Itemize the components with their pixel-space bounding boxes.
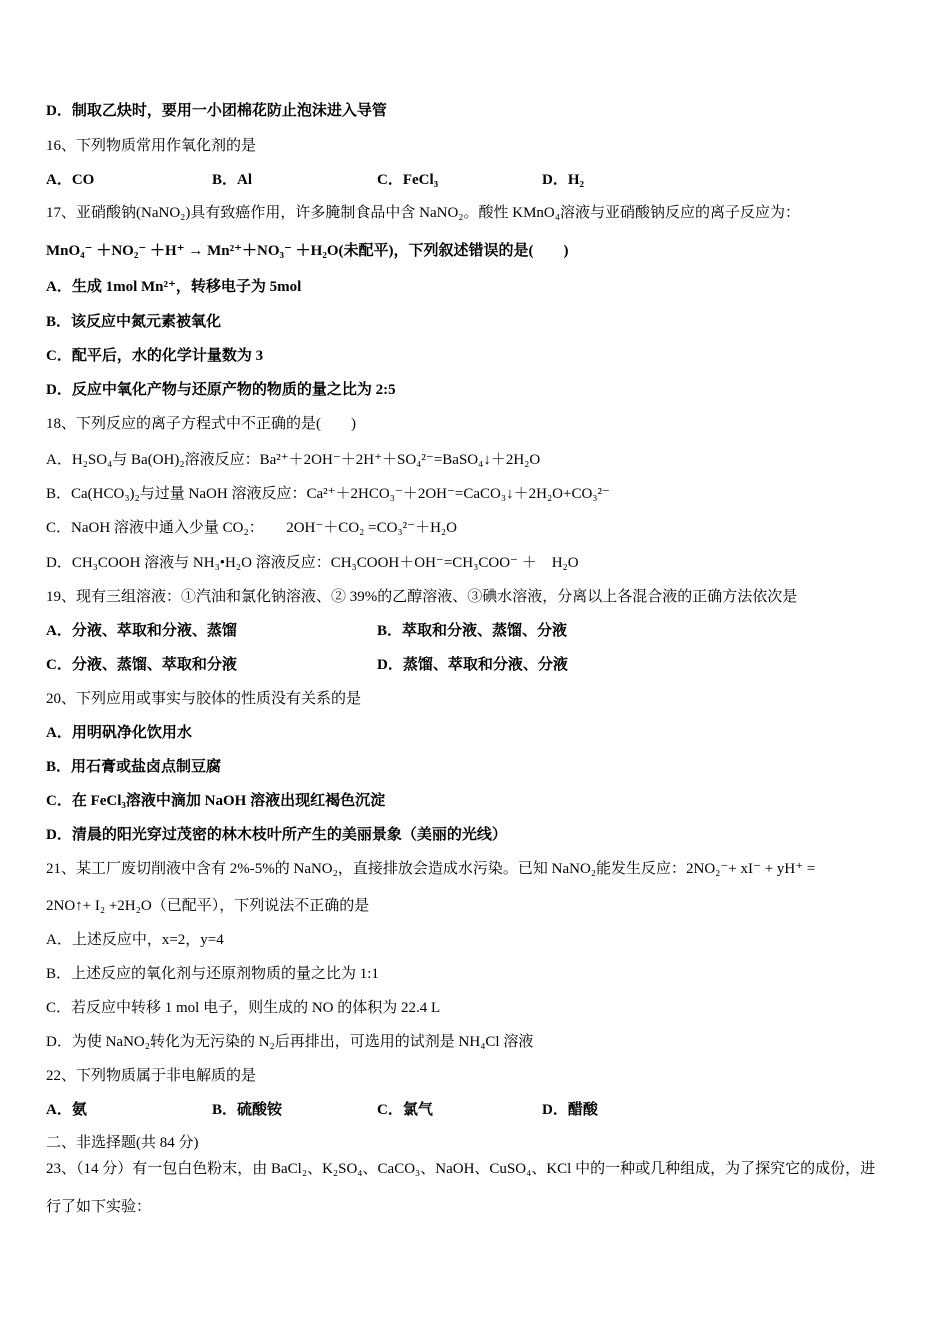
q17-option-c: C．配平后，水的化学计量数为 3 — [46, 348, 264, 364]
q17-option-a: A．生成 1mol Mn²⁺，转移电子为 5mol — [46, 279, 302, 295]
q16-stem: 16、下列物质常用作氧化剂的是 — [46, 138, 257, 154]
q20-option-a: A．用明矾净化饮用水 — [46, 725, 192, 741]
q19-option-b: B．萃取和分液、蒸馏、分液 — [377, 623, 568, 639]
q19-option-c: C．分液、蒸馏、萃取和分液 — [46, 657, 237, 673]
q19-stem: 19、现有三组溶液：①汽油和氯化钠溶液、② 39%的乙醇溶液、③碘水溶液，分离以上各混合液的正确方法依次是 — [46, 589, 798, 605]
q23-stem-line1: 23、（14 分）有一包白色粉末，由 BaCl₂、K₂SO₄、CaCO₃、NaOH、CuSO₄、KCl 中的一种或几种组成，为了探究它的成份，进 — [46, 1161, 876, 1177]
q21-stem-line2: 2NO↑+ I₂ +2H₂O（已配平），下列说法不正确的是 — [46, 898, 370, 914]
q18-option-a: A．H₂SO₄与 Ba(OH)₂溶液反应：Ba²⁺＋2OH⁻＋2H⁺＋SO₄²⁻=BaSO₄↓＋2H₂O — [46, 452, 541, 468]
q18-option-d: D．CH₃COOH 溶液与 NH₃•H₂O 溶液反应：CH₃COOH＋OH⁻=CH₃COO⁻ ＋ H₂O — [46, 555, 579, 571]
q18-option-b: B．Ca(HCO₃)₂与过量 NaOH 溶液反应：Ca²⁺＋2HCO₃⁻＋2OH⁻=CaCO₃↓＋2H₂O+CO₃²⁻ — [46, 486, 610, 502]
section-title: 二、非选择题(共 84 分) — [46, 1135, 199, 1151]
q21-option-b: B．上述反应的氧化剂与还原剂物质的量之比为 1:1 — [46, 966, 379, 982]
q17-stem-line1: 17、亚硝酸钠(NaNO₂)具有致癌作用，许多腌制食品中含 NaNO₂。酸性 KMnO₄溶液与亚硝酸钠反应的离子反应为： — [46, 205, 800, 221]
q20-option-b: B．用石膏或盐卤点制豆腐 — [46, 759, 222, 775]
q18-option-c: C．NaOH 溶液中通入少量 CO₂： 2OH⁻＋CO₂ =CO₃²⁻＋H₂O — [46, 520, 457, 536]
q20-option-d: D．清晨的阳光穿过茂密的林木枝叶所产生的美丽景象（美丽的光线） — [46, 827, 507, 843]
q16-option-a: A．CO — [46, 172, 95, 188]
q16-option-d: D．H₂ — [542, 172, 584, 188]
q17-option-d: D．反应中氧化产物与还原产物的物质的量之比为 2:5 — [46, 382, 396, 398]
q15-option-d: D．制取乙炔时，要用一小团棉花防止泡沫进入导管 — [46, 103, 387, 119]
q19-option-d: D．蒸馏、萃取和分液、分液 — [377, 657, 568, 673]
q23-stem-line2: 行了如下实验： — [46, 1199, 152, 1215]
q21-option-c: C．若反应中转移 1 mol 电子，则生成的 NO 的体积为 22.4 L — [46, 1000, 441, 1016]
q20-option-c: C．在 FeCl₃溶液中滴加 NaOH 溶液出现红褐色沉淀 — [46, 793, 386, 809]
q22-option-a: A．氨 — [46, 1102, 87, 1118]
q17-option-b: B．该反应中氮元素被氧化 — [46, 314, 222, 330]
q22-option-b: B．硫酸铵 — [212, 1102, 283, 1118]
q16-option-b: B．Al — [212, 172, 253, 188]
q22-stem: 22、下列物质属于非电解质的是 — [46, 1068, 257, 1084]
q21-option-a: A．上述反应中，x=2，y=4 — [46, 932, 224, 948]
q22-option-c: C．氯气 — [377, 1102, 433, 1118]
q21-option-d: D．为使 NaNO₂转化为无污染的 N₂后再排出，可选用的试剂是 NH₄Cl 溶液 — [46, 1034, 534, 1050]
q16-option-c: C．FeCl₃ — [377, 172, 439, 188]
q18-stem: 18、下列反应的离子方程式中不正确的是( ) — [46, 416, 356, 432]
q19-option-a: A．分液、萃取和分液、蒸馏 — [46, 623, 237, 639]
q17-stem-line2: MnO₄⁻ ＋NO₂⁻ ＋H⁺ → Mn²⁺＋NO₃⁻ ＋H₂O(未配平)，下列叙述错误的是( ) — [46, 243, 569, 259]
q22-option-d: D．醋酸 — [542, 1102, 598, 1118]
q21-stem-line1: 21、某工厂废切削液中含有 2%-5%的 NaNO₂，直接排放会造成水污染。已知 NaNO₂能发生反应：2NO₂⁻+ xI⁻ + yH⁺ = — [46, 861, 816, 877]
q20-stem: 20、下列应用或事实与胶体的性质没有关系的是 — [46, 691, 362, 707]
